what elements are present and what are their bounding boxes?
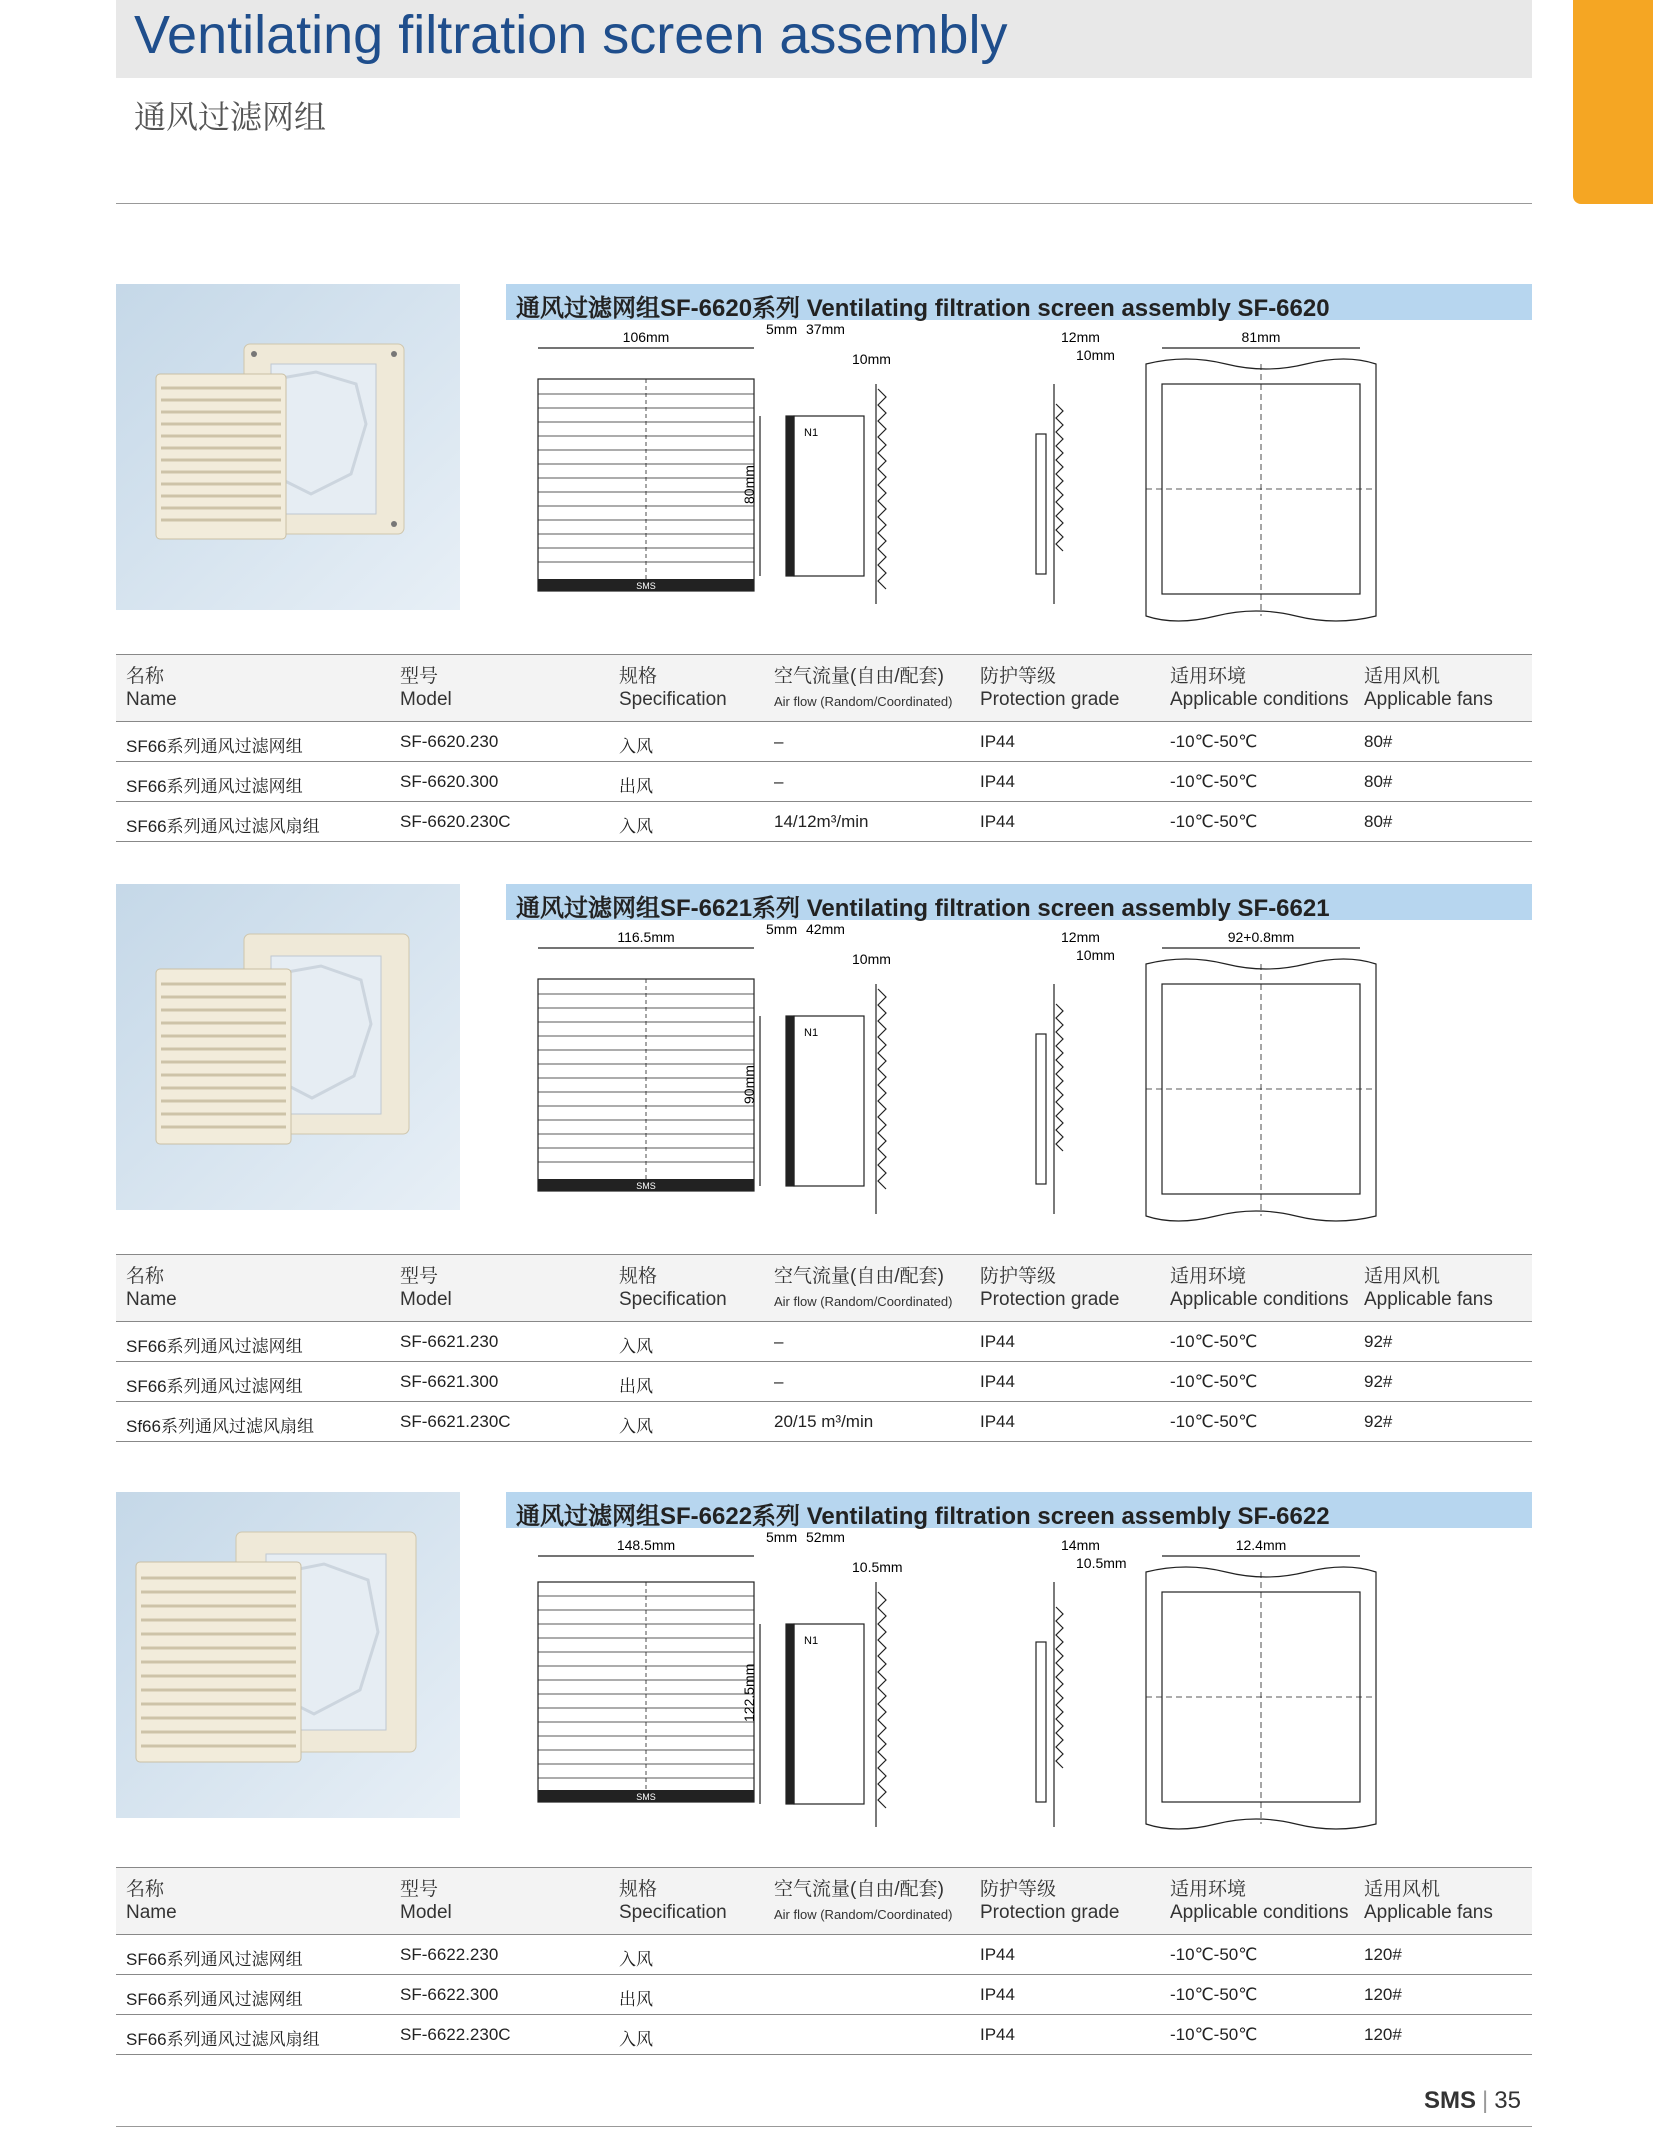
section-title: 通风过滤网组SF-6621系列 Ventilating filtration screen assembly SF-6621 — [516, 895, 1330, 922]
dim-side-b: 10mm — [1076, 347, 1115, 363]
col-spec: 规格 Specification — [619, 1879, 727, 1923]
footer-brand: SMS — [1424, 2087, 1477, 2114]
cell-env: -10℃-50℃ — [1170, 732, 1258, 751]
section-title-bar — [506, 1492, 1532, 1528]
col-name: 名称 Name — [126, 1879, 177, 1923]
table-row — [116, 1402, 1532, 1442]
technical-drawing — [506, 924, 1532, 1224]
cell-name: SF66系列通风过滤网组 — [126, 1377, 303, 1396]
cell-fans: 92# — [1364, 1372, 1393, 1391]
cell-air: – — [774, 772, 784, 791]
col-model: 型号 Model — [400, 1879, 452, 1923]
product-photo — [116, 1492, 460, 1818]
cell-grade: IP44 — [980, 772, 1015, 791]
page-title: Ventilating filtration screen assembly — [134, 5, 1008, 65]
table-row — [116, 2015, 1532, 2055]
cell-grade: IP44 — [980, 1945, 1015, 1964]
dim-width: 148.5mm — [616, 1537, 676, 1553]
table-row — [116, 762, 1532, 802]
col-spec: 规格 Specification — [619, 1266, 727, 1310]
col-env: 适用环境 Applicable conditions — [1170, 1879, 1349, 1923]
cell-spec: 入风 — [619, 1337, 653, 1356]
col-env: 适用环境 Applicable conditions — [1170, 666, 1349, 710]
cell-name: Sf66系列通风过滤风扇组 — [126, 1417, 314, 1436]
table-row — [116, 1935, 1532, 1975]
product-photo — [116, 284, 460, 610]
cell-spec: 入风 — [619, 2030, 653, 2049]
cell-fans: 92# — [1364, 1332, 1393, 1351]
dim-width: 116.5mm — [617, 929, 675, 945]
dim-gap: 5mm — [766, 324, 798, 337]
cell-fans: 80# — [1364, 812, 1393, 831]
cell-fans: 92# — [1364, 1412, 1393, 1431]
col-spec: 规格 Specification — [619, 666, 727, 710]
dim-cutout: 81mm — [1241, 329, 1281, 345]
cell-spec: 入风 — [619, 737, 653, 756]
cell-spec: 出风 — [619, 777, 653, 796]
table-row — [116, 722, 1532, 762]
dim-side-b: 10.5mm — [1076, 1555, 1127, 1571]
cell-spec: 入风 — [619, 817, 653, 836]
table-row — [116, 802, 1532, 842]
cell-air: – — [774, 732, 784, 751]
cell-model: SF-6620.300 — [400, 772, 499, 791]
dim-flange: 10.5mm — [852, 1559, 903, 1575]
dim-depth: 42mm — [806, 924, 845, 937]
cell-grade: IP44 — [980, 1372, 1015, 1391]
col-fans: 适用风机 Applicable fans — [1364, 1266, 1493, 1310]
cell-grade: IP44 — [980, 732, 1015, 751]
col-grade: 防护等级 Protection grade — [980, 666, 1120, 710]
dim-depth: 52mm — [806, 1532, 845, 1545]
cell-name: SF66系列通风过滤网组 — [126, 737, 303, 756]
cell-spec: 入风 — [619, 1417, 653, 1436]
page-footer — [1424, 2087, 1521, 2115]
col-air: 空气流量(自由/配套) Air flow (Random/Coordinated) — [774, 1266, 953, 1309]
cell-grade: IP44 — [980, 1412, 1015, 1431]
cell-air: – — [774, 1332, 784, 1351]
page-subtitle: 通风过滤网组 — [134, 99, 327, 135]
page-number: 35 — [1494, 2087, 1521, 2114]
dim-gap: 5mm — [766, 924, 798, 937]
dim-gap: 5mm — [766, 1532, 798, 1545]
cell-fans: 80# — [1364, 732, 1393, 751]
col-fans: 适用风机 Applicable fans — [1364, 1879, 1493, 1923]
cell-grade: IP44 — [980, 2025, 1015, 2044]
table-header — [116, 1254, 1532, 1322]
table-header — [116, 1867, 1532, 1935]
cell-env: -10℃-50℃ — [1170, 1412, 1258, 1431]
dim-depth: 37mm — [806, 324, 845, 337]
cell-fans: 120# — [1364, 1985, 1402, 2004]
cell-env: -10℃-50℃ — [1170, 1332, 1258, 1351]
dim-side-b: 10mm — [1076, 947, 1115, 963]
cell-name: SF66系列通风过滤风扇组 — [126, 817, 320, 836]
cell-fans: 80# — [1364, 772, 1393, 791]
cell-model: SF-6621.230C — [400, 1412, 511, 1431]
cell-env: -10℃-50℃ — [1170, 1945, 1258, 1964]
cell-name: SF66系列通风过滤网组 — [126, 1950, 303, 1969]
cell-grade: IP44 — [980, 1332, 1015, 1351]
table-header — [116, 654, 1532, 722]
cell-spec: 出风 — [619, 1377, 653, 1396]
cell-fans: 120# — [1364, 2025, 1402, 2044]
cell-grade: IP44 — [980, 812, 1015, 831]
cell-air: 20/15 m³/min — [774, 1412, 874, 1431]
table-row — [116, 1322, 1532, 1362]
section-title: 通风过滤网组SF-6622系列 Ventilating filtration screen assembly SF-6622 — [516, 1503, 1330, 1530]
col-model: 型号 Model — [400, 666, 452, 710]
dim-side-a: 12mm — [1061, 929, 1100, 945]
dim-height: 80mm — [741, 465, 757, 504]
dim-cutout: 12.4mm — [1235, 1537, 1287, 1553]
table-row — [116, 1362, 1532, 1402]
col-env: 适用环境 Applicable conditions — [1170, 1266, 1349, 1310]
col-name: 名称 Name — [126, 666, 177, 710]
dim-side-a: 12mm — [1061, 329, 1100, 345]
cell-model: SF-6622.230C — [400, 2025, 511, 2044]
cell-name: SF66系列通风过滤网组 — [126, 1990, 303, 2009]
technical-drawing — [506, 324, 1532, 624]
cell-env: -10℃-50℃ — [1170, 1372, 1258, 1391]
cell-name: SF66系列通风过滤风扇组 — [126, 2030, 320, 2049]
chapter-tab — [1573, 0, 1653, 204]
cell-fans: 120# — [1364, 1945, 1402, 1964]
terminal-label: N1 — [804, 1027, 819, 1039]
table-row — [116, 1975, 1532, 2015]
cell-model: SF-6622.300 — [400, 1985, 499, 2004]
terminal-label: N1 — [804, 427, 819, 439]
cell-spec: 入风 — [619, 1950, 653, 1969]
cell-spec: 出风 — [619, 1990, 653, 2009]
footer-divider — [116, 2126, 1532, 2127]
technical-drawing — [506, 1532, 1532, 1832]
section-title-bar — [506, 284, 1532, 320]
cell-name: SF66系列通风过滤网组 — [126, 777, 303, 796]
col-grade: 防护等级 Protection grade — [980, 1879, 1120, 1923]
cell-model: SF-6621.230 — [400, 1332, 499, 1351]
cell-env: -10℃-50℃ — [1170, 2025, 1258, 2044]
col-name: 名称 Name — [126, 1266, 177, 1310]
col-grade: 防护等级 Protection grade — [980, 1266, 1120, 1310]
dim-flange: 10mm — [852, 951, 891, 967]
dim-flange: 10mm — [852, 351, 891, 367]
product-section-sf6621 — [116, 884, 1532, 1444]
drawing-logo: SMS — [636, 1792, 656, 1802]
drawing-logo: SMS — [636, 581, 656, 591]
product-photo — [116, 884, 460, 1210]
product-section-sf6622 — [116, 1492, 1532, 2052]
cell-air: – — [774, 1372, 784, 1391]
col-fans: 适用风机 Applicable fans — [1364, 666, 1493, 710]
col-air: 空气流量(自由/配套) Air flow (Random/Coordinated) — [774, 1879, 953, 1922]
cell-model: SF-6622.230 — [400, 1945, 499, 1964]
cell-model: SF-6621.300 — [400, 1372, 499, 1391]
cell-model: SF-6620.230 — [400, 732, 499, 751]
footer-separator: | — [1482, 2087, 1489, 2114]
section-title: 通风过滤网组SF-6620系列 Ventilating filtration screen assembly SF-6620 — [516, 295, 1330, 322]
header-divider — [116, 203, 1532, 204]
cell-name: SF66系列通风过滤网组 — [126, 1337, 303, 1356]
dim-width: 106mm — [622, 329, 670, 345]
terminal-label: N1 — [804, 1635, 819, 1647]
dim-height: 90mm — [741, 1065, 757, 1104]
cell-grade: IP44 — [980, 1985, 1015, 2004]
cell-air: 14/12m³/min — [774, 812, 869, 831]
cell-env: -10℃-50℃ — [1170, 1985, 1258, 2004]
dim-height: 122.5mm — [741, 1663, 757, 1722]
dim-side-a: 14mm — [1061, 1537, 1100, 1553]
drawing-logo: SMS — [636, 1181, 656, 1191]
section-title-bar — [506, 884, 1532, 920]
cell-model: SF-6620.230C — [400, 812, 511, 831]
cell-env: -10℃-50℃ — [1170, 812, 1258, 831]
product-section-sf6620 — [116, 284, 1532, 844]
col-air: 空气流量(自由/配套) Air flow (Random/Coordinated) — [774, 666, 953, 709]
col-model: 型号 Model — [400, 1266, 452, 1310]
cell-env: -10℃-50℃ — [1170, 772, 1258, 791]
dim-cutout: 92+0.8mm — [1227, 929, 1295, 945]
